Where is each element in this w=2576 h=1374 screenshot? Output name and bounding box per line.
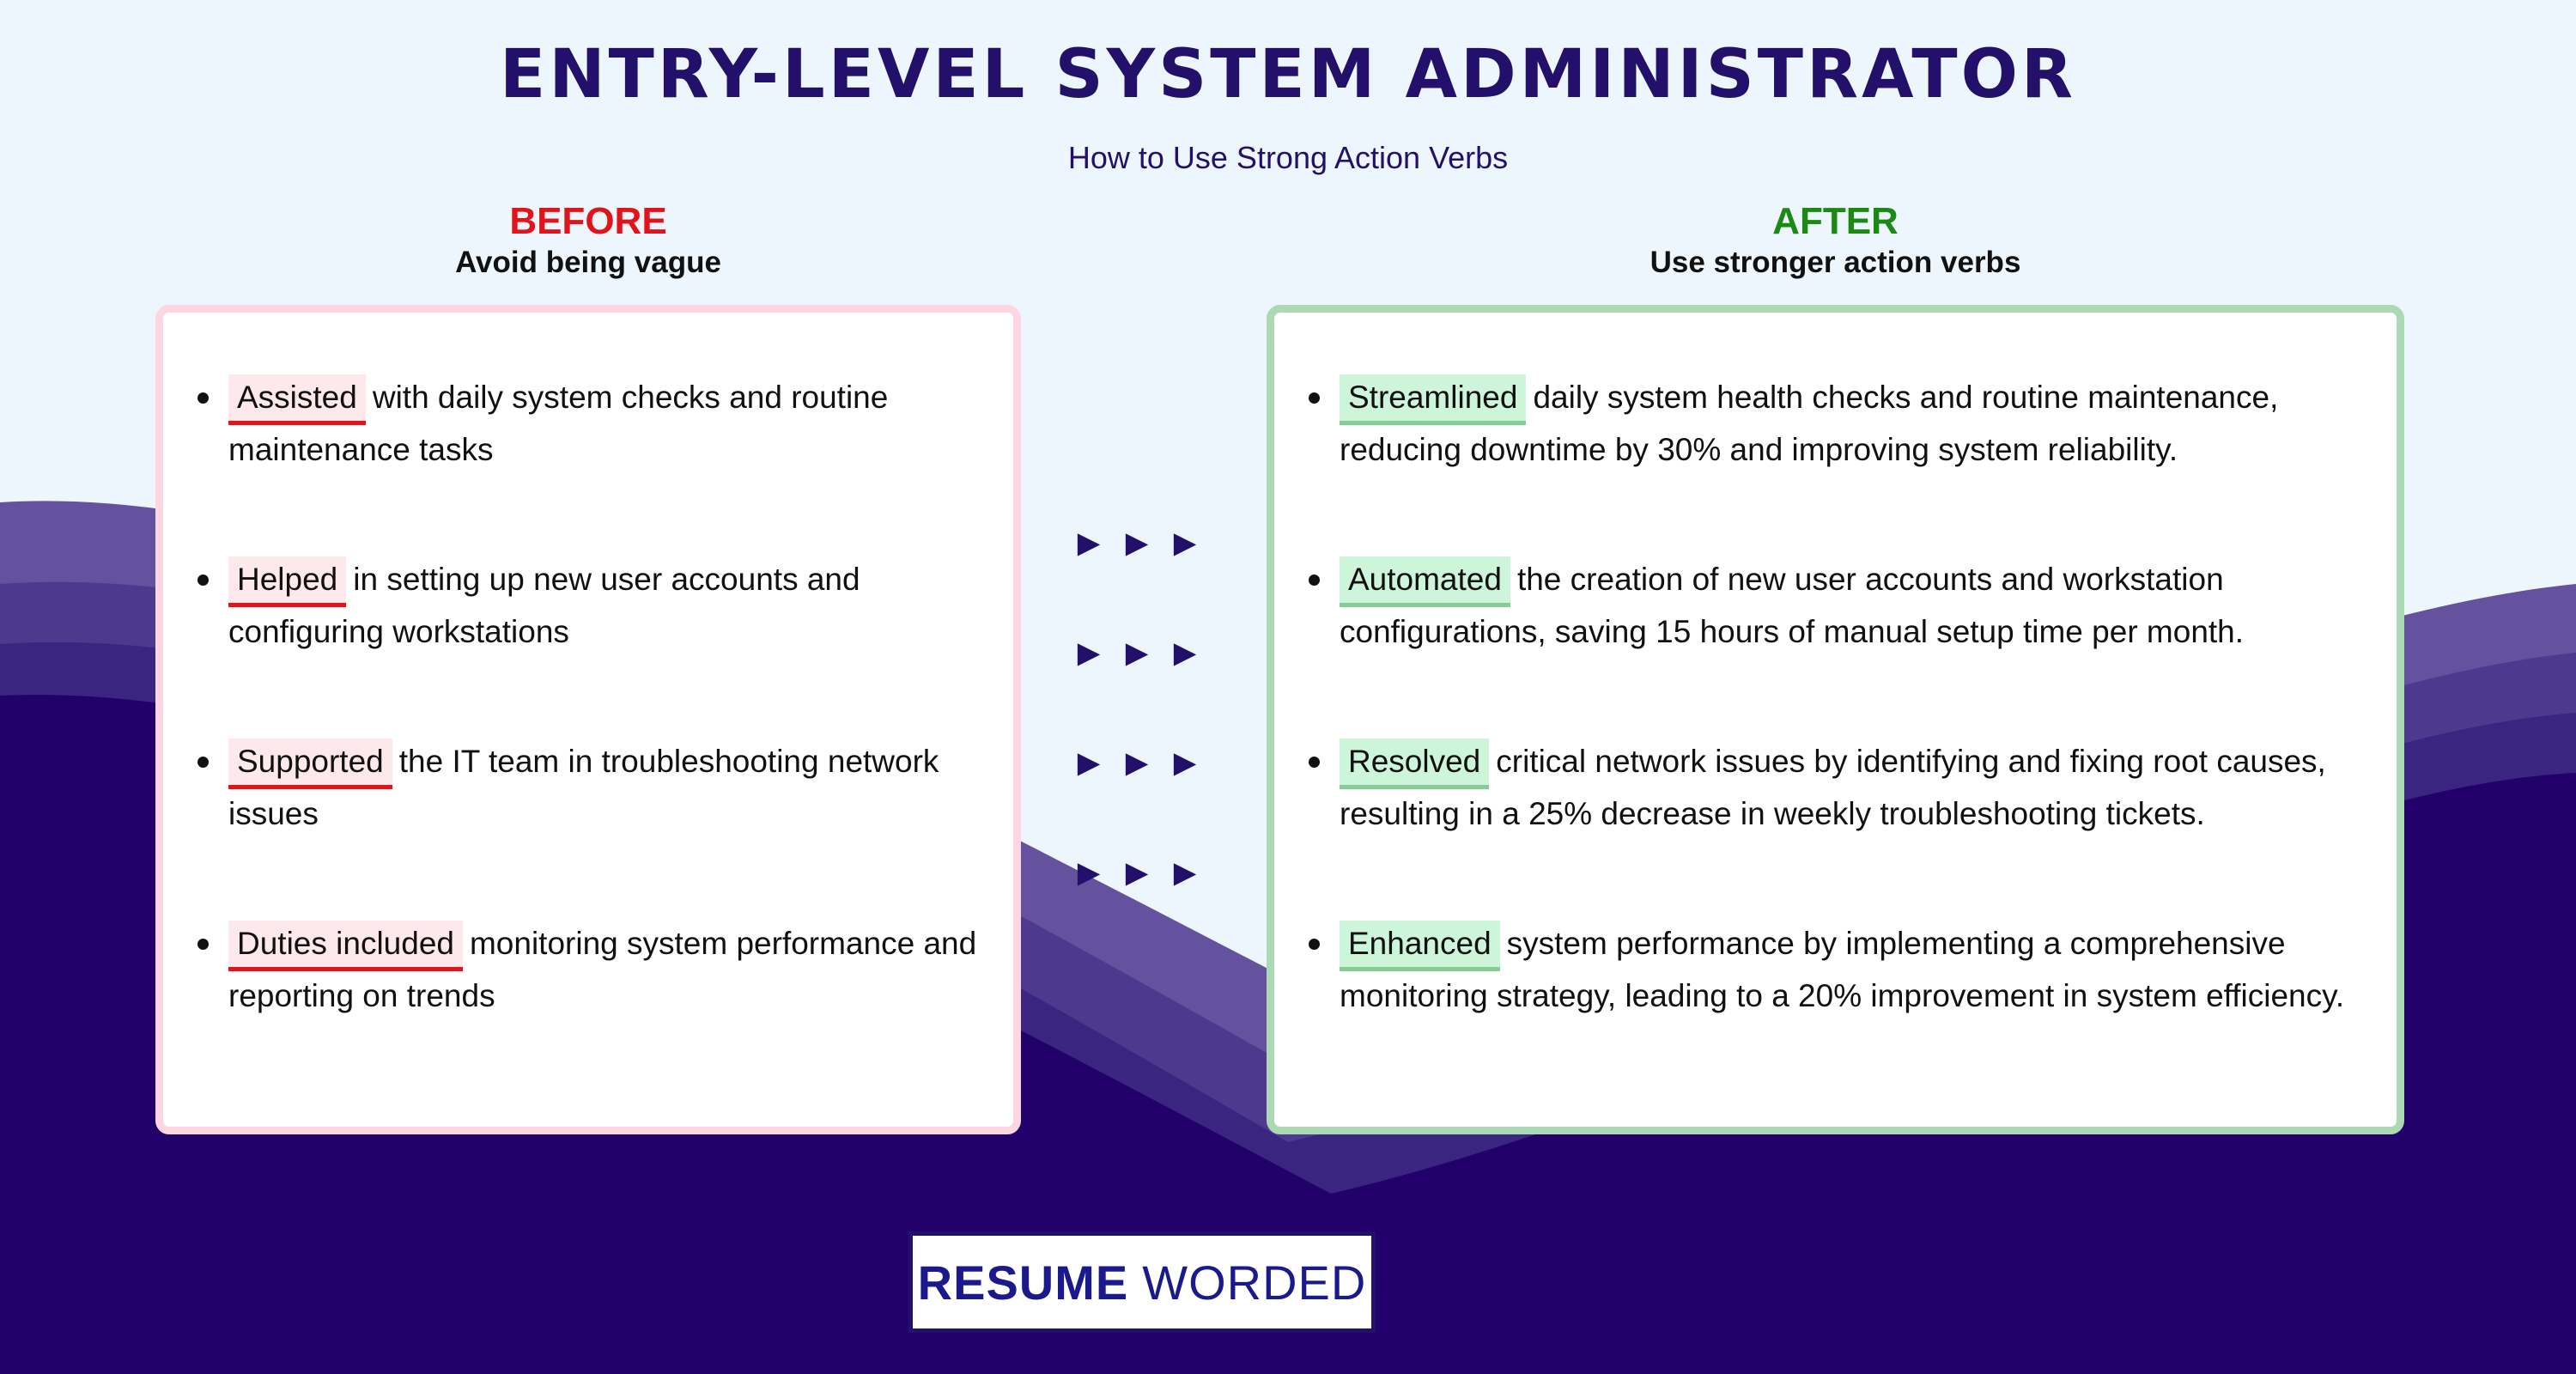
logo-bold-text: RESUME: [917, 1255, 1129, 1310]
strong-verb: Streamlined: [1340, 374, 1526, 425]
arrow-row-1: [1065, 522, 1211, 565]
after-item-text: system performance by implementing a comprehensive monitoring strategy, leading to a 20% improvement in system efficiency.: [1340, 926, 2345, 1013]
before-sublabel: Avoid being vague: [455, 246, 721, 279]
play-arrow-icon: ►: [1118, 632, 1156, 674]
before-item-text: with daily system checks and routine maintenance tasks: [228, 380, 889, 467]
play-arrow-icon: ►: [1070, 742, 1108, 784]
logo-light-text: WORDED: [1142, 1255, 1367, 1310]
after-item-4: [1340, 919, 2362, 1020]
after-card: [1267, 305, 2404, 1134]
before-item-2: [228, 555, 987, 656]
play-arrow-icon: ►: [1118, 742, 1156, 784]
page-title: ENTRY-LEVEL SYSTEM ADMINISTRATOR: [500, 36, 2076, 113]
before-label: BEFORE: [509, 200, 667, 242]
after-item-text: the creation of new user accounts and workstation configurations, saving 15 hours of manual setup time per month.: [1340, 562, 2245, 649]
page-subtitle: How to Use Strong Action Verbs: [1067, 140, 1509, 175]
after-sublabel: Use stronger action verbs: [1649, 246, 2021, 279]
play-arrow-icon: ►: [1070, 632, 1108, 674]
play-arrow-icon: ►: [1166, 522, 1204, 564]
resume-worded-logo: [908, 1231, 1376, 1333]
play-arrow-icon: ►: [1070, 522, 1108, 564]
play-arrow-icon: ►: [1118, 522, 1156, 564]
before-item-1: [228, 373, 987, 474]
before-heading: [155, 199, 1021, 282]
after-item-text: daily system health checks and routine maintenance, reducing downtime by 30% and improving system reliability.: [1340, 380, 2279, 467]
before-item-3: [228, 737, 987, 838]
after-label: AFTER: [1772, 200, 1899, 242]
arrow-row-2: [1065, 632, 1211, 675]
weak-verb: Duties included: [228, 921, 463, 971]
arrow-row-4: [1065, 852, 1211, 895]
strong-verb: Automated: [1340, 556, 1510, 607]
after-item-1: [1340, 373, 2362, 474]
before-item-text: monitoring system performance and reporting on trends: [228, 926, 977, 1013]
before-card: [155, 305, 1021, 1134]
arrow-row-3: [1065, 742, 1211, 785]
weak-verb: Helped: [228, 556, 346, 607]
after-item-3: [1340, 737, 2362, 838]
weak-verb: Assisted: [228, 374, 366, 425]
after-item-2: [1340, 555, 2362, 656]
before-item-4: [228, 919, 987, 1020]
play-arrow-icon: ►: [1166, 632, 1204, 674]
play-arrow-icon: ►: [1070, 852, 1108, 894]
before-item-text: in setting up new user accounts and configuring workstations: [228, 562, 860, 649]
play-arrow-icon: ►: [1118, 852, 1156, 894]
weak-verb: Supported: [228, 739, 392, 789]
play-arrow-icon: ►: [1166, 852, 1204, 894]
strong-verb: Enhanced: [1340, 921, 1500, 971]
play-arrow-icon: ►: [1166, 742, 1204, 784]
before-item-text: the IT team in troubleshooting network issues: [228, 744, 939, 831]
after-item-text: critical network issues by identifying and fixing root causes, resulting in a 25% decrease in weekly troubleshooting tickets.: [1340, 744, 2326, 831]
after-heading: [1267, 199, 2404, 282]
strong-verb: Resolved: [1340, 739, 1489, 789]
